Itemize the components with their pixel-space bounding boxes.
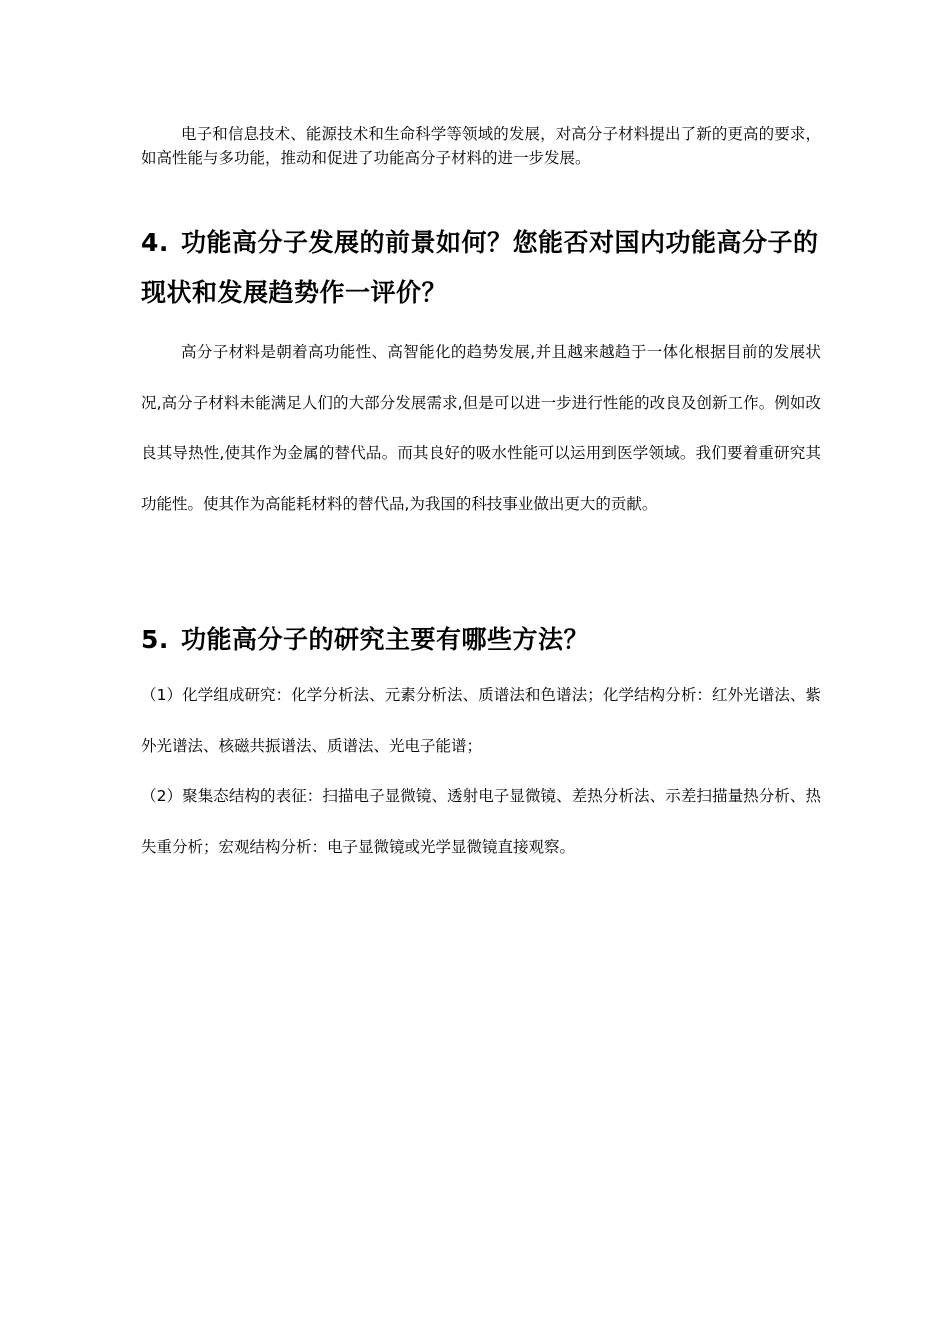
question-4-number: 4. [141, 228, 169, 257]
question-5-item-1: （1）化学组成研究：化学分析法、元素分析法、质谱法和色谱法；化学结构分析：红外光谱法、紫外光谱法、核磁共振谱法、质谱法、光电子能谱； [141, 686, 821, 755]
question-4-heading [141, 218, 821, 318]
question-5-item-2: （2）聚集态结构的表征：扫描电子显微镜、透射电子显微镜、差热分析法、示差扫描量热分析、热失重分析；宏观结构分析：电子显微镜或光学显微镜直接观察。 [141, 787, 821, 856]
question-4-title: 功能高分子发展的前景如何？您能否对国内功能高分子的现状和发展趋势作一评价？ [141, 228, 819, 307]
question-4-answer: 高分子材料是朝着高功能性、高智能化的趋势发展,并且越来越趋于一体化根据目前的发展状况,高分子材料未能满足人们的大部分发展需求,但是可以进一步进行性能的改良及创新工作。例如改良其导热性,使其作为金属的替代品。而其良好的吸水性能可以运用到医学领域。我们要着重研究其功能性。使其作为高能耗材料的替代品,为我国的科技事业做出更大的贡献。 [141, 343, 821, 513]
intro-paragraph: 电子和信息技术、能源技术和生命科学等领域的发展，对高分子材料提出了新的更高的要求，如高性能与多功能，推动和促进了功能高分子材料的进一步发展。 [141, 125, 821, 167]
question-5-number: 5. [141, 625, 169, 654]
question-5-title: 功能高分子的研究主要有哪些方法？ [181, 625, 590, 654]
question-5-heading [141, 615, 821, 665]
